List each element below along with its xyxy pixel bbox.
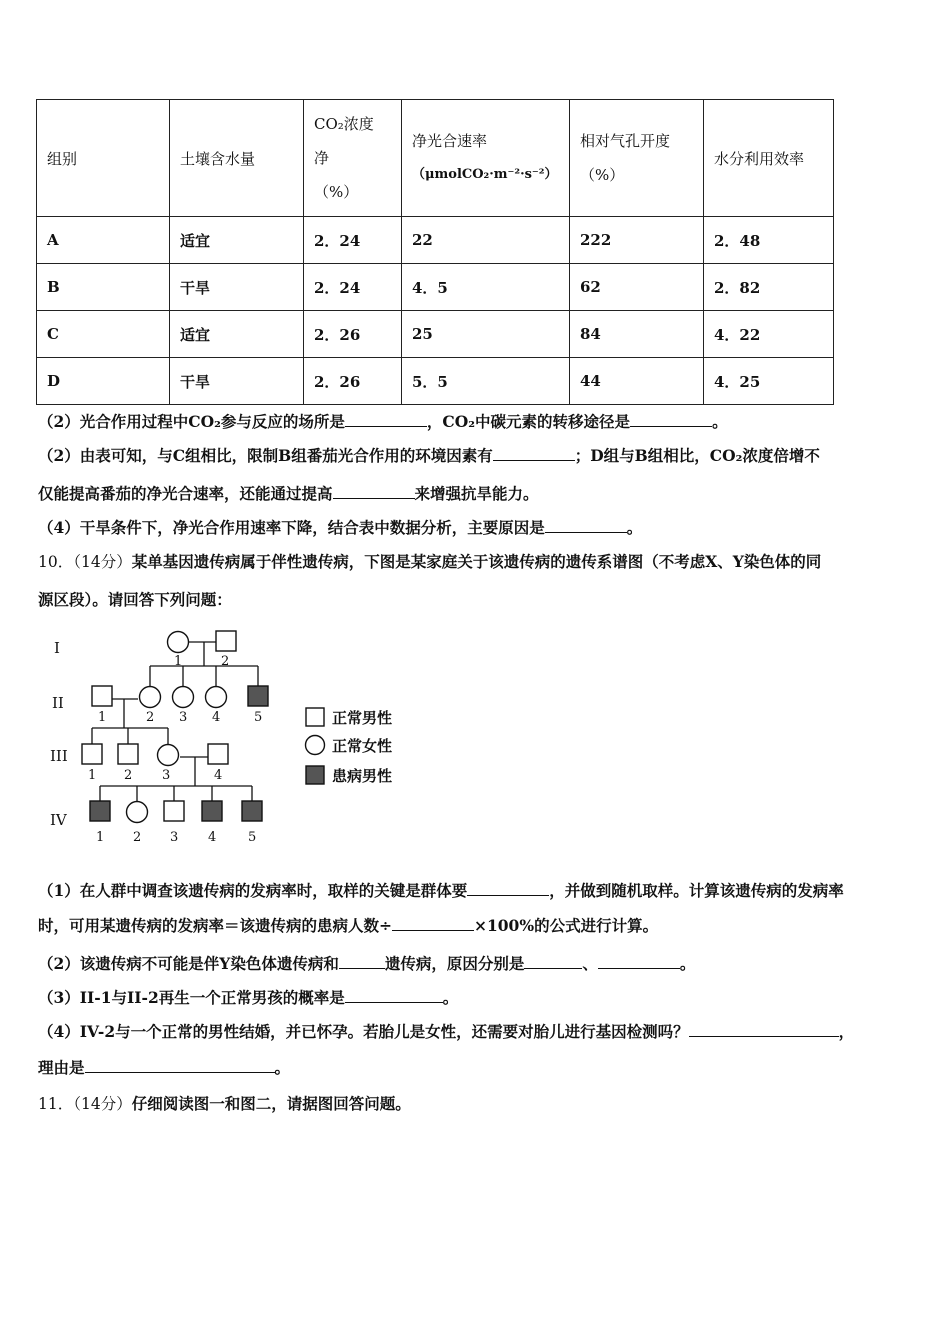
cell: 5．5 [402, 358, 570, 405]
pedigree-male-affected [242, 801, 262, 821]
pedigree-male-normal [92, 686, 112, 706]
legend-label: 患病男性 [332, 767, 393, 785]
pedigree-chart [40, 620, 420, 850]
header-cell: CO₂浓度 净 （%） [304, 100, 402, 217]
header-cell: 水分利用效率 [704, 100, 834, 217]
cell: 2．24 [304, 264, 402, 311]
member-number: 1 [98, 710, 107, 725]
table-row [37, 358, 834, 405]
cell: 4．22 [704, 311, 834, 358]
member-number: 5 [248, 830, 257, 845]
question-line: 源区段）。请回答下列问题： [38, 590, 232, 609]
cell: D [37, 358, 170, 405]
member-number: 3 [162, 768, 171, 783]
question-line: 11．（14分）仔细阅读图一和图二，请据图回答问题。 [38, 1094, 411, 1113]
cell: 62 [570, 264, 704, 311]
member-number: 4 [212, 710, 221, 725]
member-number: 4 [208, 830, 217, 845]
gen-label: I [54, 639, 60, 657]
pedigree-male-normal [216, 631, 236, 651]
question-line: 仅能提高番茄的净光合速率，还能通过提高 来增强抗旱能力。 [38, 484, 539, 503]
cell: 2．26 [304, 358, 402, 405]
cell: C [37, 311, 170, 358]
cell: 4．25 [704, 358, 834, 405]
header-cell: 土壤含水量 [170, 100, 304, 217]
legend-male-normal-icon [306, 708, 324, 726]
cell: 4．5 [402, 264, 570, 311]
pedigree-male-affected [90, 801, 110, 821]
pedigree-male-affected [248, 686, 268, 706]
legend-label: 正常男性 [332, 709, 393, 727]
legend-label: 正常女性 [332, 737, 393, 755]
header-cell: 相对气孔开度 （%） [570, 100, 704, 217]
cell: 84 [570, 311, 704, 358]
member-number: 1 [174, 654, 183, 669]
question-line: 理由是 。 [38, 1058, 291, 1077]
pedigree-female-normal [127, 802, 148, 823]
cell: B [37, 264, 170, 311]
pedigree-female-normal [206, 687, 227, 708]
legend-female-normal-icon [306, 736, 325, 755]
cell: 2．26 [304, 311, 402, 358]
pedigree-female-normal [173, 687, 194, 708]
cell: 22 [402, 217, 570, 264]
member-number: 2 [221, 654, 230, 669]
question-line: （2）该遗传病不可能是伴Y染色体遗传病和 遗传病，原因分别是 、 。 [38, 954, 696, 973]
cell: 干旱 [170, 264, 304, 311]
question-line: 10．（14分）某单基因遗传病属于伴性遗传病，下图是某家庭关于该遗传病的遗传系谱图（不考虑X、Y染色体的同 [38, 552, 822, 571]
pedigree-male-normal [164, 801, 184, 821]
question-line: （4）IV-2与一个正常的男性结婚，并已怀孕。若胎儿是女性，还需要对胎儿进行基因检测吗？ ， [38, 1022, 855, 1041]
member-number: 3 [179, 710, 188, 725]
question-line: （3）II-1与II-2再生一个正常男孩的概率是 。 [38, 988, 459, 1007]
question-line: （4）干旱条件下，净光合作用速率下降，结合表中数据分析，主要原因是 。 [38, 518, 643, 537]
table-row [37, 264, 834, 311]
cell: 25 [402, 311, 570, 358]
legend-male-affected-icon [306, 766, 324, 784]
pedigree-male-normal [118, 744, 138, 764]
cell: 2．48 [704, 217, 834, 264]
cell: 适宜 [170, 217, 304, 264]
table-row [37, 311, 834, 358]
member-number: 1 [88, 768, 97, 783]
gen-label: III [50, 747, 68, 765]
question-line: （1）在人群中调查该遗传病的发病率时，取样的关键是群体要 ，并做到随机取样。计算该遗传病的发病率 [38, 881, 844, 900]
header-cell: 组别 [37, 100, 170, 217]
cell: 2．24 [304, 217, 402, 264]
pedigree-male-normal [82, 744, 102, 764]
cell: A [37, 217, 170, 264]
table-header-row [37, 100, 834, 217]
pedigree-female-normal [168, 632, 189, 653]
pedigree-male-normal [208, 744, 228, 764]
gen-label: IV [50, 811, 67, 829]
table-row [37, 217, 834, 264]
member-number: 4 [214, 768, 223, 783]
member-number: 2 [146, 710, 155, 725]
cell: 222 [570, 217, 704, 264]
cell: 干旱 [170, 358, 304, 405]
cell: 2．82 [704, 264, 834, 311]
question-line: （2）由表可知，与C组相比，限制B组番茄光合作用的环境因素有 ；D组与B组相比，CO₂浓度倍增不 [38, 446, 820, 465]
member-number: 3 [170, 830, 179, 845]
data-table [36, 99, 834, 405]
cell: 适宜 [170, 311, 304, 358]
cell: 44 [570, 358, 704, 405]
pedigree-male-affected [202, 801, 222, 821]
question-line: 时，可用某遗传病的发病率＝该遗传病的患病人数÷ ×100%的公式进行计算。 [38, 916, 659, 935]
question-line: （2）光合作用过程中CO₂参与反应的场所是 ，CO₂中碳元素的转移途径是 。 [38, 412, 728, 431]
member-number: 2 [133, 830, 142, 845]
pedigree-female-normal [158, 745, 179, 766]
pedigree-female-normal [140, 687, 161, 708]
member-number: 2 [124, 768, 133, 783]
member-number: 5 [254, 710, 263, 725]
header-cell: 净光合速率 （μmolCO₂·m⁻²·s⁻²） [402, 100, 570, 217]
member-number: 1 [96, 830, 105, 845]
gen-label: II [52, 694, 64, 712]
